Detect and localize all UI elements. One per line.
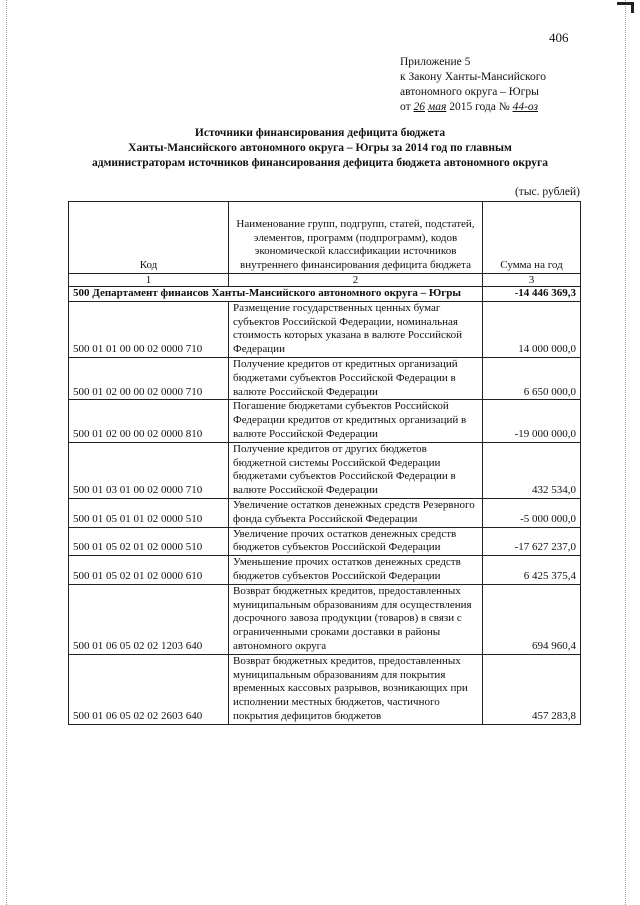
title-line-1: Источники финансирования дефицита бюджета <box>194 127 446 139</box>
left-margin-marks <box>6 0 9 905</box>
row-name: Размещение государственных ценных бумаг субъектов Российской Федерации, номинальная стоимость которых указана в валюте Российской Федерации <box>229 301 483 357</box>
table-row <box>69 527 581 556</box>
row-sum: 694 960,4 <box>483 584 581 654</box>
row-name: Возврат бюджетных кредитов, предоставленных муниципальным образованиям для осуществления досрочного завоза продукции (товаров) в связи с ограниченными сроками доставки в районы автономного округа <box>229 584 483 654</box>
row-code: 500 01 02 00 00 02 0000 710 <box>69 357 229 399</box>
sources-table <box>68 201 581 725</box>
table-row <box>69 357 581 399</box>
row-sum: -17 627 237,0 <box>483 527 581 556</box>
row-name: Увеличение прочих остатков денежных средств бюджетов субъектов Российской Федерации <box>229 527 483 556</box>
department-label: 500 Департамент финансов Ханты-Мансийского автономного округа – Югры <box>69 287 483 302</box>
department-sum: -14 446 369,3 <box>483 287 581 302</box>
date-prefix: от <box>400 101 411 113</box>
table-row <box>69 654 581 724</box>
appendix-date-line <box>400 100 546 115</box>
row-name: Уменьшение прочих остатков денежных средств бюджетов субъектов Российской Федерации <box>229 556 483 585</box>
col-number-2: 2 <box>229 274 483 287</box>
table-row <box>69 584 581 654</box>
row-sum: 432 534,0 <box>483 442 581 498</box>
appendix-line-2: к Закону Ханты-Мансийского <box>400 71 546 83</box>
date-day: 26 <box>413 101 425 113</box>
table-row <box>69 301 581 357</box>
col-number-1: 1 <box>69 274 229 287</box>
table-row <box>69 556 581 585</box>
row-sum: 457 283,8 <box>483 654 581 724</box>
document-title <box>60 126 580 171</box>
row-code: 500 01 05 02 01 02 0000 510 <box>69 527 229 556</box>
units-label: (тыс. рублей) <box>514 186 580 198</box>
appendix-line-1: Приложение 5 <box>400 56 471 68</box>
corner-mark <box>617 2 634 13</box>
row-code: 500 01 06 05 02 02 1203 640 <box>69 584 229 654</box>
right-margin-marks <box>625 0 628 905</box>
table-row <box>69 400 581 442</box>
row-code: 500 01 06 05 02 02 2603 640 <box>69 654 229 724</box>
law-number: 44-оз <box>512 101 539 113</box>
row-code: 500 01 05 01 01 02 0000 510 <box>69 498 229 527</box>
row-sum: 6 650 000,0 <box>483 357 581 399</box>
row-code: 500 01 02 00 00 02 0000 810 <box>69 400 229 442</box>
date-month: мая <box>427 101 447 113</box>
row-name: Увеличение остатков денежных средств Резервного фонда субъекта Российской Федерации <box>229 498 483 527</box>
appendix-header <box>400 55 546 115</box>
row-code: 500 01 03 01 00 02 0000 710 <box>69 442 229 498</box>
department-row <box>69 287 581 302</box>
col-number-3: 3 <box>483 274 581 287</box>
title-line-3: администраторам источников финансирования дефицита бюджета автономного округа <box>92 157 548 169</box>
header-code: Код <box>69 202 229 274</box>
table-row <box>69 498 581 527</box>
row-name: Погашение бюджетами субъектов Российской Федерации кредитов от кредитных организаций в валюте Российской Федерации <box>229 400 483 442</box>
row-sum: -5 000 000,0 <box>483 498 581 527</box>
row-code: 500 01 01 00 00 02 0000 710 <box>69 301 229 357</box>
row-sum: 6 425 375,4 <box>483 556 581 585</box>
row-sum: 14 000 000,0 <box>483 301 581 357</box>
row-code: 500 01 05 02 01 02 0000 610 <box>69 556 229 585</box>
row-sum: -19 000 000,0 <box>483 400 581 442</box>
row-name: Получение кредитов от кредитных организаций бюджетами субъектов Российской Федерации в валюте Российской Федерации <box>229 357 483 399</box>
row-name: Получение кредитов от других бюджетов бюджетной системы Российской Федерации бюджетами субъектов Российской Федерации в валюте Российской Федерации <box>229 442 483 498</box>
title-line-2: Ханты-Мансийского автономного округа – Югры за 2014 год по главным <box>128 142 512 154</box>
header-name: Наименование групп, подгрупп, статей, подстатей, элементов, программ (подпрограмм), кодов экономической классификации источников внутреннего финансирования дефицита бюджета <box>229 202 483 274</box>
header-sum: Сумма на год <box>483 202 581 274</box>
appendix-line-3: автономного округа – Югры <box>400 86 539 98</box>
table-row <box>69 442 581 498</box>
date-year: 2015 года № <box>449 101 510 113</box>
page-number: 406 <box>549 30 569 45</box>
row-name: Возврат бюджетных кредитов, предоставленных муниципальным образованиям для покрытия временных кассовых разрывов, возникающих при исполнении местных бюджетов, частичного покрытия дефицитов бюджетов <box>229 654 483 724</box>
